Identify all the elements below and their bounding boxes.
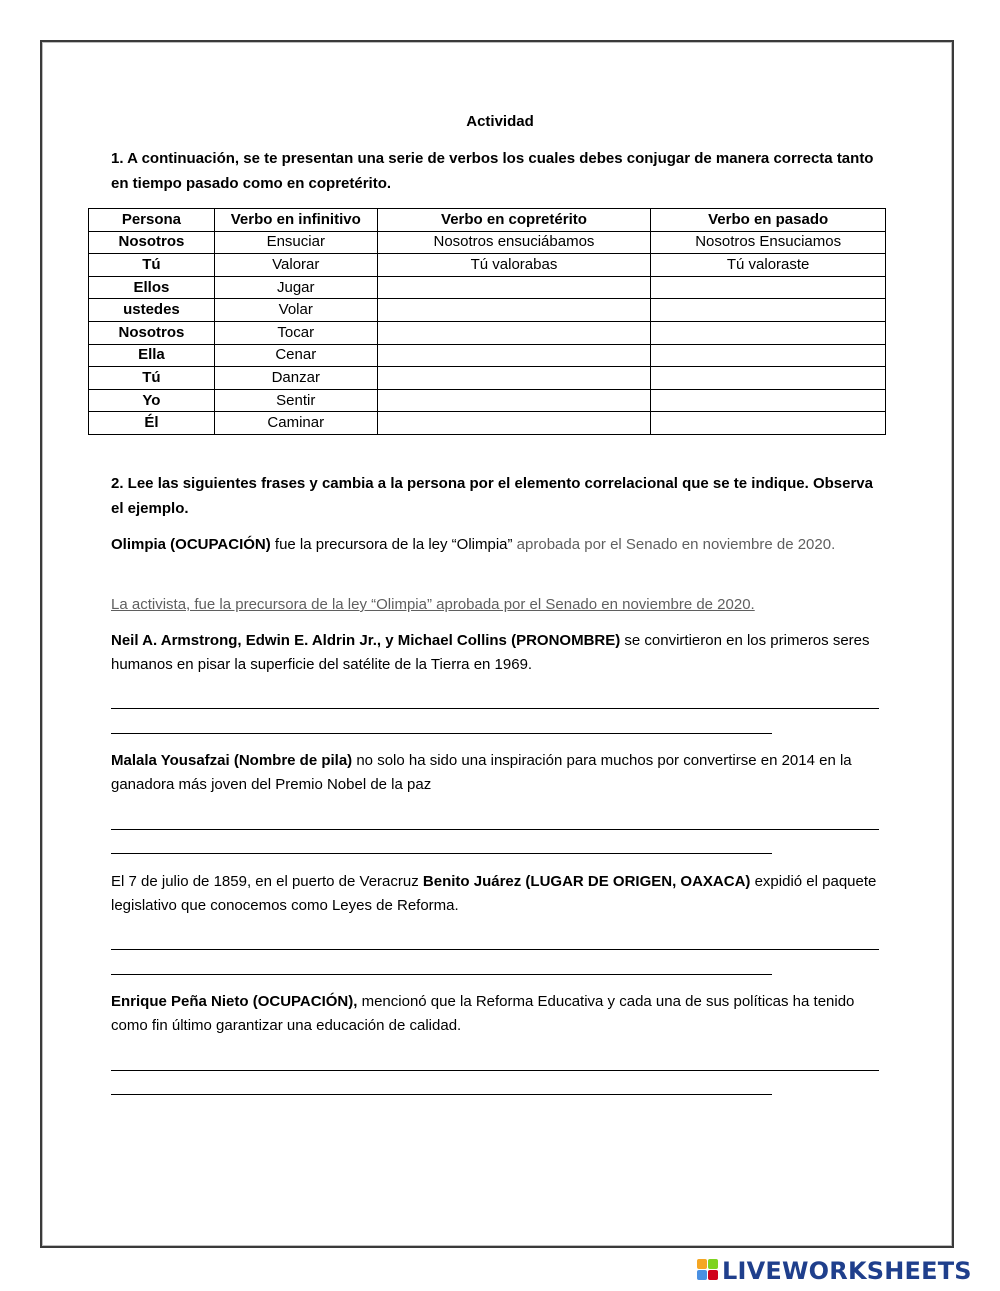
cell-infinitive: Sentir [214, 389, 377, 412]
verb-table [88, 208, 886, 435]
cell-copreterite[interactable] [377, 321, 651, 344]
cell-copreterite: Nosotros ensuciábamos [377, 231, 651, 254]
liveworksheets-logo [697, 1257, 972, 1285]
answer-line-3a[interactable] [111, 949, 879, 950]
cell-infinitive: Tocar [214, 321, 377, 344]
cell-past: Nosotros Ensuciamos [651, 231, 886, 254]
cell-infinitive: Valorar [214, 254, 377, 277]
logo-text: LIVEWORKSHEETS [722, 1257, 972, 1285]
example-text-2: aprobada por el Senado en noviembre de 2020. [512, 536, 836, 553]
cell-past[interactable] [651, 367, 886, 390]
cell-past[interactable] [651, 276, 886, 299]
activity-title: Actividad [466, 113, 534, 130]
verb-table-row [89, 321, 886, 344]
cell-copreterite[interactable] [377, 299, 651, 322]
instruction-1: 1. A continuación, se te presentan una serie de verbos los cuales debes conjugar de manera correcta tanto en tiempo pasado como en copretérito. [111, 150, 874, 192]
cell-persona: Ellos [89, 276, 215, 299]
answer-line-1b[interactable] [111, 733, 772, 734]
cell-copreterite[interactable] [377, 389, 651, 412]
cell-past[interactable] [651, 389, 886, 412]
item-1-post: se convirtieron en los primeros seres humanos en pisar la superficie del satélite de la Tierra en 1969. [111, 632, 870, 673]
verb-table-row [89, 389, 886, 412]
cell-copreterite[interactable] [377, 344, 651, 367]
cell-past: Tú valoraste [651, 254, 886, 277]
verb-table-row [89, 276, 886, 299]
instruction-2: 2. Lee las siguientes frases y cambia a la persona por el elemento correlacional que se te indique. Observa el ejemplo. [111, 475, 873, 517]
verb-table-row [89, 344, 886, 367]
header-persona: Persona [89, 209, 215, 232]
header-copreterite: Verbo en copretérito [377, 209, 651, 232]
cell-persona: Nosotros [89, 321, 215, 344]
item-3-pre: El 7 de julio de 1859, en el puerto de Veracruz [111, 873, 423, 890]
cell-infinitive: Jugar [214, 276, 377, 299]
cell-copreterite[interactable] [377, 367, 651, 390]
example-text-1: fue la precursora de la ley “Olimpia” [270, 536, 513, 553]
answer-line-3b[interactable] [111, 974, 772, 975]
verb-table-row [89, 412, 886, 435]
cell-persona: Yo [89, 389, 215, 412]
cell-infinitive: Caminar [214, 412, 377, 435]
item-3-post: expidió el paquete legislativo que conocemos como Leyes de Reforma. [111, 873, 877, 914]
cell-infinitive: Volar [214, 299, 377, 322]
example-answer [111, 593, 881, 617]
item-4-post: mencionó que la Reforma Educativa y cada una de sus políticas ha tenido como fin último garantizar una educación de calidad. [111, 993, 855, 1034]
exercise-item-1 [111, 629, 881, 677]
logo-blocks-icon [697, 1259, 719, 1283]
example-answer-text: La activista, fue la precursora de la ley “Olimpia” aprobada por el Senado en noviembre de 2020. [111, 596, 755, 613]
cell-past[interactable] [651, 299, 886, 322]
item-3-bold: Benito Juárez (LUGAR DE ORIGEN, OAXACA) [422, 873, 751, 890]
example-bold: Olimpia (OCUPACIÓN) [111, 536, 271, 553]
verb-table-row [89, 254, 886, 277]
cell-persona: ustedes [89, 299, 215, 322]
cell-persona: Tú [89, 254, 215, 277]
answer-line-2b[interactable] [111, 853, 772, 854]
answer-line-1a[interactable] [111, 708, 879, 709]
header-infinitive: Verbo en infinitivo [214, 209, 377, 232]
cell-past[interactable] [651, 344, 886, 367]
cell-copreterite: Tú valorabas [377, 254, 651, 277]
header-past: Verbo en pasado [651, 209, 886, 232]
item-2-post: no solo ha sido una inspiración para muchos por convertirse en 2014 en la ganadora más joven del Premio Nobel de la paz [111, 752, 852, 793]
cell-infinitive: Cenar [214, 344, 377, 367]
exercise-item-4 [111, 990, 881, 1038]
cell-persona: Ella [89, 344, 215, 367]
exercise-item-3 [111, 870, 881, 918]
item-1-bold: Neil A. Armstrong, Edwin E. Aldrin Jr., y Michael Collins (PRONOMBRE) [111, 632, 621, 649]
answer-line-4b[interactable] [111, 1094, 772, 1095]
cell-past[interactable] [651, 321, 886, 344]
answer-line-4a[interactable] [111, 1070, 879, 1071]
example-sentence [111, 533, 881, 557]
cell-persona: Tú [89, 367, 215, 390]
answer-line-2a[interactable] [111, 829, 879, 830]
exercise-item-2 [111, 749, 881, 797]
cell-persona: Nosotros [89, 231, 215, 254]
cell-infinitive: Ensuciar [214, 231, 377, 254]
item-2-bold: Malala Yousafzai (Nombre de pila) [111, 752, 353, 769]
item-4-bold: Enrique Peña Nieto (OCUPACIÓN), [111, 993, 358, 1010]
cell-copreterite[interactable] [377, 276, 651, 299]
cell-past[interactable] [651, 412, 886, 435]
verb-table-row [89, 231, 886, 254]
cell-infinitive: Danzar [214, 367, 377, 390]
verb-table-row [89, 367, 886, 390]
cell-persona: Él [89, 412, 215, 435]
verb-table-header [89, 209, 886, 232]
cell-copreterite[interactable] [377, 412, 651, 435]
verb-table-row [89, 299, 886, 322]
